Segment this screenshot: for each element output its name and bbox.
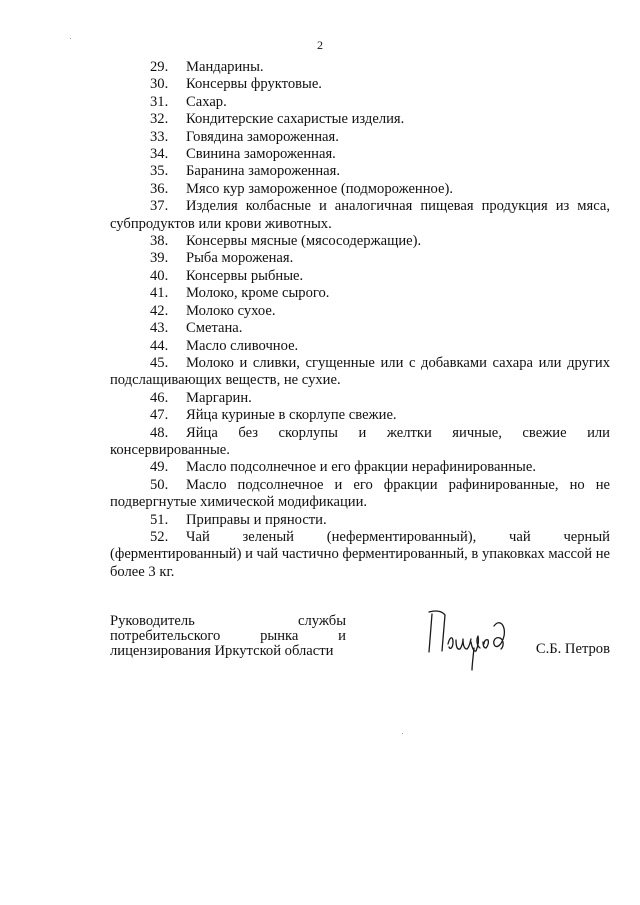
item-text: Масло подсолнечное и его фракции нерафинированные. bbox=[186, 459, 536, 476]
item-number: 39. bbox=[150, 250, 169, 267]
item-text: Яйца без скорлупы и желтки яичные, свежие или консервированные. bbox=[110, 424, 610, 458]
list-item bbox=[110, 59, 610, 76]
item-number: 51. bbox=[150, 511, 169, 528]
item-number: 40. bbox=[150, 267, 169, 284]
list-item bbox=[110, 459, 610, 476]
list-item bbox=[110, 425, 610, 460]
item-text: Сметана. bbox=[186, 320, 243, 337]
handwritten-signature bbox=[420, 606, 520, 672]
item-number: 46. bbox=[150, 389, 169, 406]
list-item bbox=[110, 198, 610, 233]
signer-position-line: потребительского рынка и bbox=[110, 628, 346, 644]
item-number: 49. bbox=[150, 459, 169, 476]
list-item bbox=[110, 94, 610, 111]
item-number: 44. bbox=[150, 337, 169, 354]
item-number: 30. bbox=[150, 76, 169, 93]
item-text: Мандарины. bbox=[186, 59, 264, 75]
list-item bbox=[110, 355, 610, 390]
item-text: Масло сливочное. bbox=[186, 337, 299, 354]
item-text: Молоко, кроме сырого. bbox=[186, 285, 330, 302]
item-text: Мясо кур замороженное (подмороженное). bbox=[186, 180, 454, 197]
list-item bbox=[110, 250, 610, 267]
list-item bbox=[110, 529, 610, 581]
list-item bbox=[110, 303, 610, 320]
scan-speck bbox=[70, 38, 71, 39]
list-item bbox=[110, 181, 610, 198]
item-text: Приправы и пряности. bbox=[186, 511, 327, 528]
signer-position bbox=[110, 614, 346, 659]
signer-name: С.Б. Петров bbox=[535, 641, 610, 657]
list-item bbox=[110, 390, 610, 407]
item-number: 42. bbox=[150, 302, 169, 319]
item-number: 31. bbox=[150, 93, 169, 110]
signer-position-line: Руководитель службы bbox=[110, 613, 346, 629]
item-number: 43. bbox=[150, 320, 169, 337]
page-number: 2 bbox=[317, 38, 323, 52]
signer-position-line: лицензирования Иркутской области bbox=[110, 643, 334, 659]
item-text: Консервы рыбные. bbox=[186, 267, 304, 284]
item-number: 48. bbox=[150, 424, 169, 441]
item-text: Консервы мясные (мясосодержащие). bbox=[186, 233, 422, 250]
list-item bbox=[110, 512, 610, 529]
item-text: Чай зеленый (неферментированный), чай черный (ферментированный) и чай частично ферментированный, в упаковках массой не более 3 кг. bbox=[110, 528, 610, 580]
item-number: 41. bbox=[150, 285, 169, 302]
item-number: 29. bbox=[150, 59, 169, 75]
item-text: Изделия колбасные и аналогичная пищевая продукция из мяса, субпродуктов или крови животных. bbox=[110, 198, 610, 232]
list-item bbox=[110, 111, 610, 128]
list-item bbox=[110, 477, 610, 512]
product-list bbox=[110, 59, 610, 581]
list-item bbox=[110, 76, 610, 93]
item-number: 47. bbox=[150, 407, 169, 424]
item-text: Масло подсолнечное и его фракции рафинированные, но не подвергнутые химической модификации. bbox=[110, 476, 610, 511]
list-item bbox=[110, 320, 610, 337]
item-text: Яйца куриные в скорлупе свежие. bbox=[186, 407, 397, 424]
item-text: Маргарин. bbox=[186, 389, 252, 406]
item-text: Молоко и сливки, сгущенные или с добавками сахара или других подслащивающих веществ, не сухие. bbox=[110, 354, 610, 389]
item-text: Консервы фруктовые. bbox=[186, 76, 322, 93]
item-number: 52. bbox=[150, 528, 169, 545]
item-number: 35. bbox=[150, 163, 169, 180]
item-text: Кондитерские сахаристые изделия. bbox=[186, 111, 405, 128]
item-number: 38. bbox=[150, 233, 169, 250]
item-number: 50. bbox=[150, 476, 169, 493]
item-text: Рыба мороженая. bbox=[186, 250, 294, 267]
item-number: 36. bbox=[150, 180, 169, 197]
item-text: Молоко сухое. bbox=[186, 302, 276, 319]
item-number: 37. bbox=[150, 198, 169, 215]
list-item bbox=[110, 146, 610, 163]
item-number: 33. bbox=[150, 128, 169, 145]
list-item bbox=[110, 338, 610, 355]
scan-speck bbox=[402, 733, 403, 734]
item-number: 34. bbox=[150, 146, 169, 163]
item-number: 32. bbox=[150, 111, 169, 128]
list-item bbox=[110, 233, 610, 250]
item-text: Баранина замороженная. bbox=[186, 163, 341, 180]
list-item bbox=[110, 285, 610, 302]
item-number: 45. bbox=[150, 354, 169, 371]
signature-block bbox=[110, 614, 610, 674]
list-item bbox=[110, 163, 610, 180]
list-item bbox=[110, 407, 610, 424]
item-text: Сахар. bbox=[186, 93, 227, 110]
list-item bbox=[110, 129, 610, 146]
item-text: Свинина замороженная. bbox=[186, 146, 336, 163]
item-text: Говядина замороженная. bbox=[186, 128, 339, 145]
list-item bbox=[110, 268, 610, 285]
